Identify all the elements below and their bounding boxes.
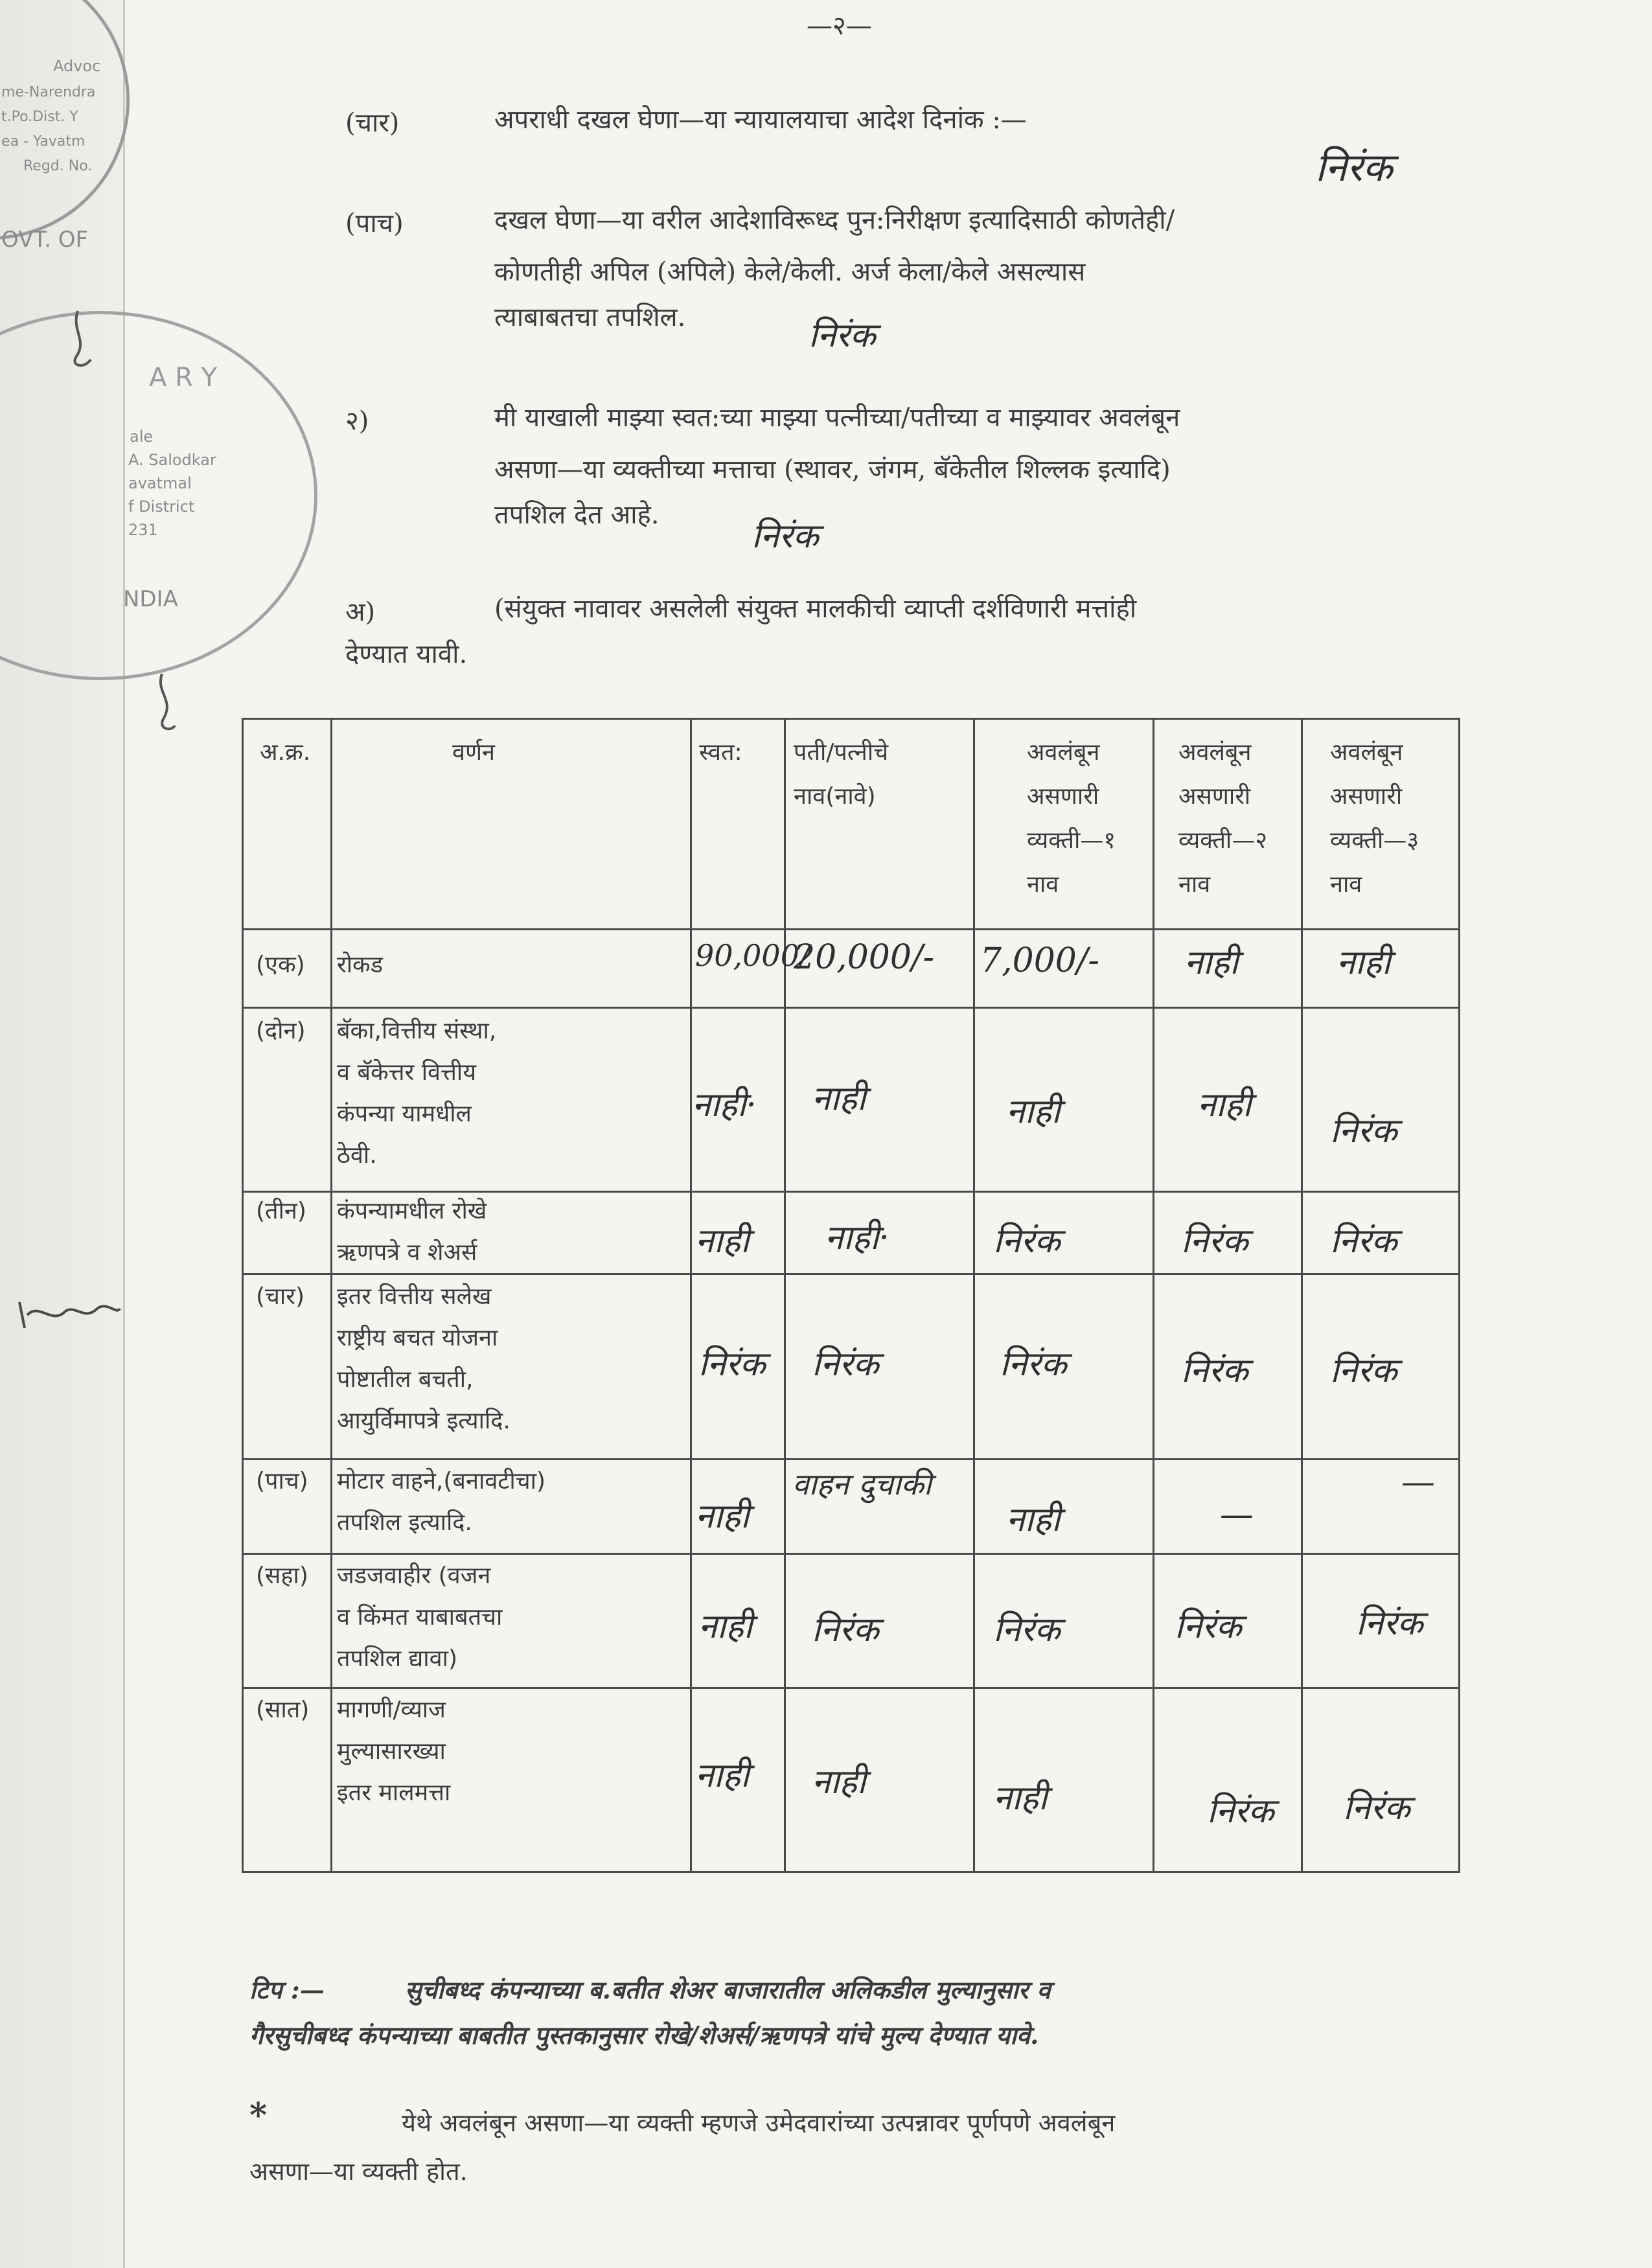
row-description: जडजवाहीर (वजन व किंमत याबाबतचा तपशिल द्यावा) [337, 1563, 503, 1672]
handwritten-value: नाही· [692, 1086, 757, 1125]
item-label: २) [345, 406, 369, 436]
footnote-text: असणा—या व्यक्ती होत. [249, 2157, 468, 2186]
seal-text: Regd. No. [23, 158, 93, 174]
item-text: अपराधी दखल घेणा—या न्यायालयाचा आदेश दिनांक :— [494, 105, 1027, 135]
handwritten-value: नाही [698, 1607, 753, 1646]
item-label: (चार) [345, 108, 400, 138]
handwritten-value: नाही [812, 1763, 866, 1802]
handwritten-value: निरंक [993, 1222, 1061, 1261]
seal-text: ale [130, 428, 154, 446]
row-number: (पाच) [256, 1468, 308, 1495]
handwritten-answer: निरंक [751, 517, 819, 556]
margin-signature [13, 1289, 123, 1341]
handwritten-value: 7,000/- [980, 941, 1099, 980]
item-text: तपशिल देत आहे. [494, 500, 660, 530]
handwritten-value: निरंक [1330, 1351, 1397, 1390]
handwritten-answer: निरंक [809, 316, 876, 355]
handwritten-value: नाही [1006, 1500, 1061, 1539]
footnote-text: येथे अवलंबून असणा—या व्यक्ती म्हणजे उमेदवारांच्या उत्पन्नावर पूर्णपणे अवलंबून [402, 2109, 1116, 2137]
handwritten-value: निरंक [812, 1345, 879, 1384]
footnote-star: * [249, 2096, 268, 2135]
item-text: त्याबाबतचा तपशिल. [494, 303, 686, 332]
handwritten-value: नाही [993, 1779, 1048, 1818]
seal-text: A R Y [149, 363, 218, 393]
handwritten-value: नाही [1337, 943, 1391, 982]
note-text: सुचीबध्द कंपन्याच्या ब.बतीत शेअर बाजारातील अलिकडील मुल्यानुसार व [405, 1975, 1051, 2004]
handwritten-value: निरंक [1330, 1112, 1397, 1151]
item-text: मी याखाली माझ्या स्वत:च्या माझ्या पत्नीच्या/पतीच्या व माझ्यावर अवलंबून [494, 403, 1180, 433]
handwritten-value: निरंक [1175, 1607, 1242, 1646]
row-description: इतर वित्तीय सलेख राष्ट्रीय बचत योजना पोष्टातील बचती, आयुर्विमापत्रे इत्यादि. [337, 1283, 511, 1434]
handwritten-value: निरंक [1181, 1222, 1248, 1261]
handwritten-value: निरंक [1343, 1789, 1410, 1827]
header-spouse: पती/पत्नीचे नाव(नावे) [794, 739, 889, 810]
handwritten-value: नाही [695, 1497, 750, 1536]
row-description: कंपन्यामधील रोखे ऋणपत्रे व शेअर्स [337, 1198, 487, 1266]
handwritten-value: नाही [695, 1756, 750, 1795]
note-text: गैरसुचीबध्द कंपन्याच्या बाबतीत पुस्तकानुसार रोखे/शेअर्स/ऋणपत्रे यांचे मुल्य देण्यात यावे. [249, 2021, 1039, 2050]
seal-text: OVT. OF [1, 227, 89, 253]
seal-text: avatmal [128, 474, 192, 492]
item-text: देण्यात यावी. [345, 639, 468, 669]
row-number: (चार) [256, 1283, 304, 1310]
item-label: अ) [345, 597, 376, 627]
handwritten-value: — [1220, 1495, 1254, 1534]
row-number: (तीन) [256, 1198, 306, 1224]
row-number: (एक) [256, 952, 305, 978]
row-description: बॅका,वित्तीय संस्था, व बॅकेत्तर वित्तीय कंपन्या यामधील ठेवी. [337, 1018, 497, 1169]
note-prefix: टिप :— [249, 1975, 325, 2004]
handwritten-value: निरंक [1000, 1345, 1067, 1384]
asset-details-table [242, 718, 1461, 1872]
seal-text: A. Salodkar [128, 451, 216, 469]
row-number: (सात) [256, 1697, 310, 1723]
row-description: मागणी/व्याज मुल्यासारख्या इतर मालमत्ता [337, 1697, 451, 1806]
handwritten-value: — [1401, 1463, 1435, 1502]
page-number: —२— [807, 11, 872, 41]
seal-text: f District [128, 498, 195, 516]
handwritten-value: निरंक [1181, 1351, 1248, 1390]
handwritten-value: निरंक [812, 1610, 879, 1649]
row-description: मोटार वाहने,(बनावटीचा) तपशिल इत्यादि. [337, 1468, 545, 1536]
item-text: (संयुक्त नावावर असलेली संयुक्त मालकीची व्याप्ती दर्शविणारी मत्तांही [494, 594, 1137, 624]
handwritten-value: वाहन दुचाकी [792, 1467, 932, 1502]
handwritten-value: 20,000/- [794, 938, 935, 977]
item-text: असणा—या व्यक्तीच्या मत्ताचा (स्थावर, जंगम, बॅकेतील शिल्लक इत्यादि) [494, 455, 1171, 485]
seal-text: NDIA [123, 586, 178, 612]
handwritten-value: नाही [695, 1222, 750, 1261]
seal-text: ea - Yavatm [1, 133, 86, 150]
seal-text: me-Narendra [1, 84, 96, 100]
handwritten-value: निरंक [698, 1345, 766, 1384]
handwritten-value: नाही [1006, 1092, 1061, 1131]
header-sr-no: अ.क्र. [260, 739, 311, 766]
signature-scribble [149, 667, 188, 739]
handwritten-value: 90,000/ [695, 938, 810, 973]
row-number: (दोन) [256, 1018, 306, 1044]
seal-text: 231 [128, 521, 158, 539]
item-text: दखल घेणा—या वरील आदेशाविरूध्द पुन:निरीक्षण इत्यादिसाठी कोणतेही/ [494, 205, 1175, 235]
handwritten-value: निरंक [1207, 1792, 1274, 1831]
handwritten-value: निरंक [1330, 1222, 1397, 1261]
handwritten-value: निरंक [1356, 1604, 1423, 1643]
handwritten-value: नाही [1184, 943, 1239, 982]
signature-scribble [58, 304, 104, 376]
handwritten-value: नाही· [825, 1219, 889, 1257]
header-self: स्वत: [699, 739, 742, 766]
row-number: (सहा) [256, 1563, 308, 1589]
seal-text: Advoc [53, 57, 101, 75]
item-text: कोणतीही अपिल (अपिले) केले/केली. अर्ज केला/केले असल्यास [494, 257, 1086, 287]
row-description: रोकड [337, 952, 383, 978]
seal-text: t.Po.Dist. Y [1, 109, 78, 125]
handwritten-value: निरंक [993, 1610, 1061, 1649]
previous-page-margin [0, 0, 218, 2268]
header-dependent-2: अवलंबून असणारी व्यक्ती—२ नाव [1178, 739, 1268, 898]
header-description: वर्णन [452, 739, 496, 766]
header-dependent-3: अवलंबून असणारी व्यक्ती—३ नाव [1330, 739, 1419, 898]
handwritten-value: नाही [812, 1079, 866, 1118]
handwritten-answer: निरंक [1315, 145, 1393, 190]
handwritten-value: नाही [1197, 1086, 1252, 1125]
header-dependent-1: अवलंबून असणारी व्यक्ती—१ नाव [1027, 739, 1116, 898]
item-label: (पाच) [345, 209, 404, 238]
